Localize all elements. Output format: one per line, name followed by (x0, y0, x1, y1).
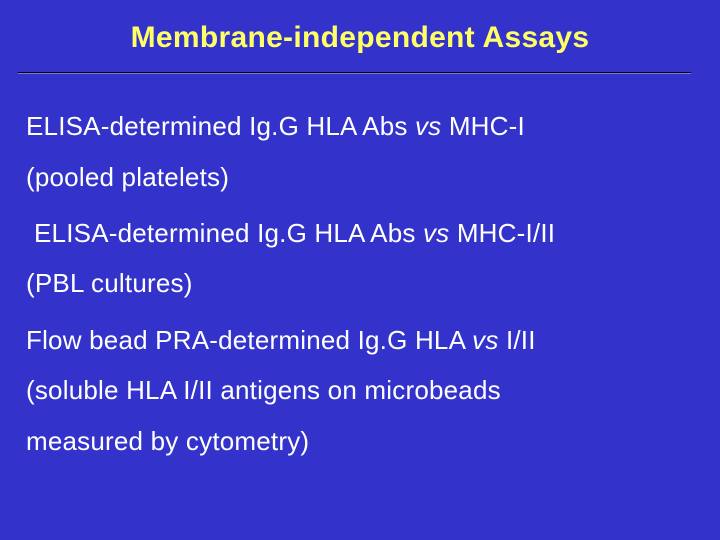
item-1-line-1-tail: MHC-I (441, 111, 525, 141)
item-2-line-1-text: ELISA-determined Ig.G HLA Abs (34, 218, 423, 248)
item-3-line-1-tail: I/II (498, 325, 536, 355)
item-3-vs: vs (472, 325, 499, 355)
item-2-line-2: (PBL cultures) (26, 268, 193, 298)
item-3-line-1-text: Flow bead PRA-determined Ig.G HLA (26, 325, 473, 355)
item-2-line-1-tail: MHC-I/II (449, 218, 556, 248)
slide-title: Membrane-independent Assays (130, 21, 590, 54)
item-3-line-1 (26, 325, 536, 355)
title-divider (18, 72, 691, 74)
item-2-vs: vs (422, 218, 450, 248)
item-2-line-1 (34, 218, 555, 248)
item-1-line-1 (26, 111, 525, 141)
item-3-line-2: (soluble HLA I/II antigens on microbeads (26, 375, 501, 405)
item-1-vs: vs (414, 111, 442, 141)
item-1-line-2: (pooled platelets) (26, 162, 230, 192)
item-3-line-3: measured by cytometry) (26, 426, 310, 456)
item-1-line-1-text: ELISA-determined Ig.G HLA Abs (26, 111, 415, 141)
